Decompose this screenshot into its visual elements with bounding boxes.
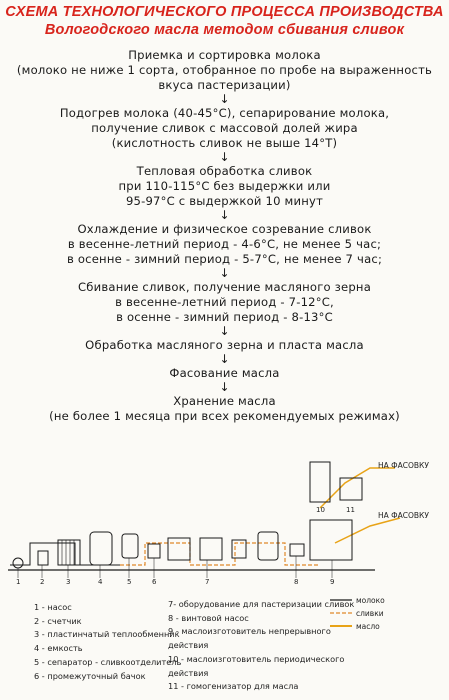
title-line-2: Вологодского масла методом сбивания сливок [44,22,405,38]
step-text: Сбивание сливок, получение масляного зерна [77,280,372,294]
meter-icon [38,551,48,565]
legend-item: 9 - маслоизготовитель непрерывного действия [168,626,331,651]
pump-icon [13,558,23,568]
step-churning [0,280,449,325]
step-text: Подогрев молока (40-45°С), сепарирование молока, [59,106,390,120]
step-separation [0,106,449,151]
step-text: в весенне-летний период - 4-6°С, не менее 5 час; [67,237,382,251]
to-packing-label-bottom: НА ФАСОВКУ [378,511,429,520]
equipment-legend-right [168,598,368,694]
step-text: в весенне-летний период - 7-12°С, [115,295,334,309]
step-text: (молоко не ниже 1 сорта, отобранное по пробе на выраженность [16,63,433,77]
step-storage [0,394,449,424]
step-text: (кислотность сливок не выше 14°Т) [111,136,338,150]
separator-icon [122,534,138,558]
equipment-number: 6 [152,578,157,586]
butter-pipe-bottom [335,518,400,543]
step-text: Охлаждение и физическое созревание сливок [77,222,372,236]
step-packing [0,366,449,381]
equipment-number: 8 [294,578,299,586]
step-text: Хранение масла [173,394,276,408]
legend-item: 8 - винтовой насос [168,612,249,623]
down-arrow-icon: ↓ [219,92,230,106]
step-text: Фасование масла [169,366,280,380]
legend-item: 3 - пластинчатый теплообменник [34,629,180,640]
step-processing [0,338,449,353]
equipment-number: 3 [66,578,71,586]
continuous-churn-icon [310,520,352,560]
legend-item: 5 - сепаратор - сливкоотделитель [34,656,182,667]
homogenizer-icon [340,478,362,500]
down-arrow-icon: ↓ [219,150,230,164]
legend-item: 4 - емкость [34,643,83,654]
batch-churn-icon [310,462,330,502]
step-cooling [0,222,449,267]
step-text: в осенне - зимний период - 8-13°С [116,310,333,324]
butter-pipe-top [320,468,395,508]
equipment-number: 7 [205,578,210,586]
step-text: 95-97°С с выдержкой 10 минут [125,194,324,208]
tank-icon [90,532,112,565]
step-text: Обработка масляного зерна и пласта масла [85,338,364,352]
equipment-number: 4 [98,578,103,586]
equipment-number: 1 [16,578,21,586]
down-arrow-icon: ↓ [219,352,230,366]
legend-item: 1 - насос [34,602,72,612]
step-heat-treatment [0,164,449,209]
step-text: Приемка и сортировка молока [128,48,321,62]
down-arrow-icon: ↓ [219,208,230,222]
legend-butter-label: масло [356,622,380,631]
equipment-number: 11 [346,506,355,514]
title-line-1: СХЕМА ТЕХНОЛОГИЧЕСКОГО ПРОЦЕССА ПРОИЗВОДСТВА [5,4,444,20]
screw-pump-icon [290,544,304,556]
milk-pipe [10,543,120,565]
legend-cream-label: сливки [356,609,384,618]
to-packing-label-top: НА ФАСОВКУ [378,461,429,470]
pasteurizer-icon [168,538,190,560]
equipment-number: 2 [40,578,45,586]
down-arrow-icon: ↓ [219,266,230,280]
step-text: при 110-115°С без выдержки или [118,179,331,193]
equipment-number: 9 [330,578,335,586]
equipment-legend-left [34,601,184,683]
heat-exchanger-icon [58,540,80,565]
buffer-tank-icon [148,544,160,558]
step-text: получение сливок с массовой долей жира [91,121,358,135]
step-text: (не более 1 месяца при всех рекомендуемых режимах) [49,409,400,423]
legend-milk-label: молоко [356,596,385,605]
legend-item: 7- оборудование для пастеризации сливок [168,599,355,609]
legend-item: 6 - промежуточный бачок [34,670,146,681]
legend-item: 10 - маслоизготовитель периодического действия [168,653,345,678]
pasteurizer-icon [200,538,222,560]
down-arrow-icon: ↓ [219,324,230,338]
equipment-number: 10 [316,506,325,514]
step-text: вкуса пастеризации) [158,78,291,92]
legend-item: 2 - счетчик [34,615,82,626]
step-reception [0,48,449,93]
process-flow [0,48,449,424]
tank-icon [258,532,278,560]
down-arrow-icon: ↓ [219,380,230,394]
step-text: в осенне - зимний период - 5-7°С, не менее 7 час; [66,252,383,266]
equipment-number: 5 [127,578,132,586]
step-text: Тепловая обработка сливок [136,164,313,178]
legend-item: 11 - гомогенизатор для масла [168,681,299,692]
